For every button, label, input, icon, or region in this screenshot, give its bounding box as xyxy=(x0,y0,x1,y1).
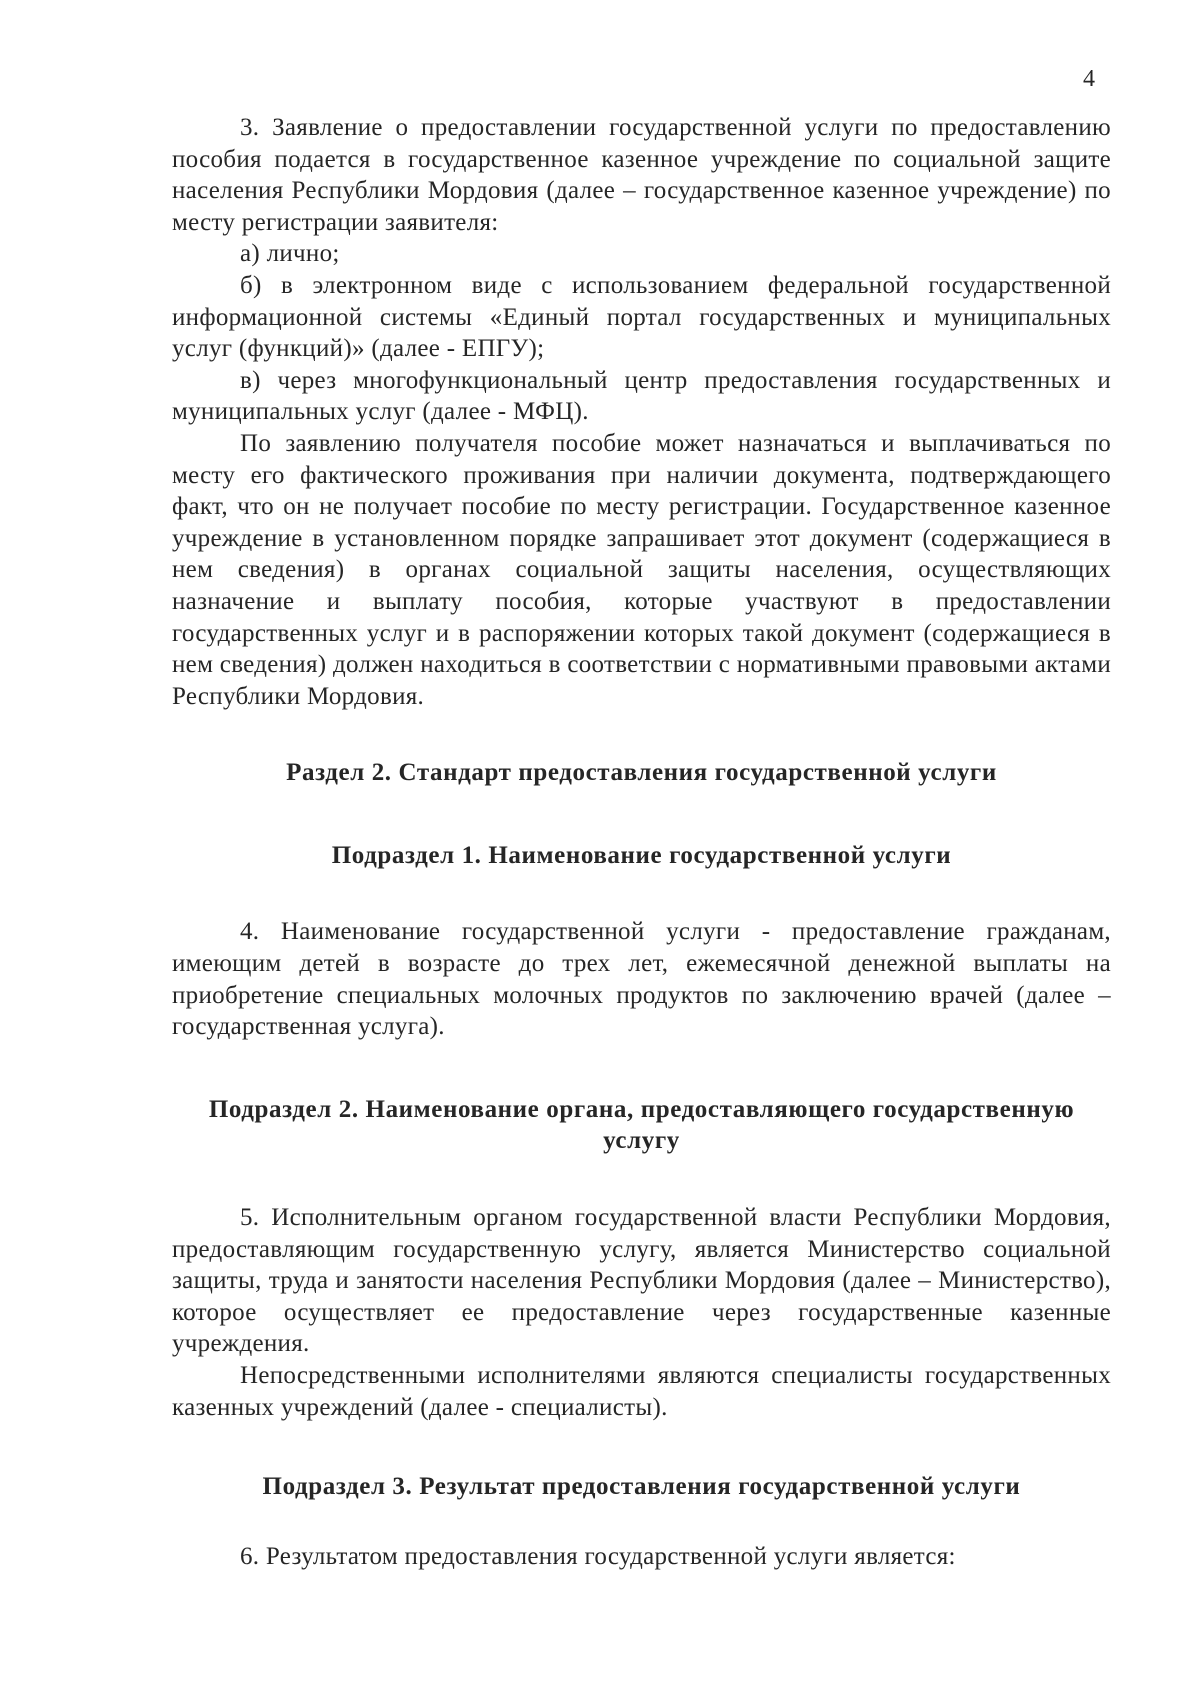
page-number: 4 xyxy=(1083,66,1095,92)
list-item-a: а) лично; xyxy=(240,240,340,268)
list-item-c: в) через многофункциональный центр предоставления государственных и муниципальных услуг (далее - МФЦ). xyxy=(172,366,1111,426)
paragraph-executors: Непосредственными исполнителями являются специалисты государственных казенных учреждений (далее - специалисты). xyxy=(172,1362,1111,1421)
subsection-3-heading: Подраздел 3. Результат предоставления государственной услуги xyxy=(262,1473,1021,1501)
paragraph-residence: По заявлению получателя пособие может назначаться и выплачиваться по месту его фактического проживания при наличии документа, подтверждающего факт, что он не получает пособие по месту регистрации. Государственное казенное учреждение в установленном порядке запрашивает этот документ (содержащиеся в нем сведения) в органах социальной защиты населения, осуществляющих назначение и выплату пособия, которые участвуют в предоставлении государственных услуг и в распоряжении которых такой документ (содержащиеся в нем сведения) должен находиться в соответствии с нормативными правовыми актами Республики Мордовия. xyxy=(172,429,1111,710)
paragraph-6: 6. Результатом предоставления государственной услуги является: xyxy=(240,1542,956,1570)
paragraph-5: 5. Исполнительным органом государственной власти Республики Мордовия, предоставляющим государственную услугу, является Министерство социальной защиты, труда и занятости населения Республики Мордовия (далее – Министерство), которое осуществляет ее предоставление через государственные казенные учреждения. xyxy=(172,1204,1111,1358)
document-body xyxy=(172,112,1111,1572)
section-2-heading: Раздел 2. Стандарт предоставления государственной услуги xyxy=(286,759,997,787)
paragraph-4: 4. Наименование государственной услуги - предоставление гражданам, имеющим детей в возрасте до трех лет, ежемесячной денежной выплаты на приобретение специальных молочных продуктов по заключению врачей (далее – государственная услуга). xyxy=(172,918,1111,1041)
subsection-1-heading: Подраздел 1. Наименование государственной услуги xyxy=(331,841,952,869)
paragraph-3: 3. Заявление о предоставлении государственной услуги по предоставлению пособия подается в государственное казенное учреждение по социальной защите населения Республики Мордовия (далее – государственное казенное учреждение) по месту регистрации заявителя: xyxy=(172,114,1111,236)
subsection-2-heading: Подраздел 2. Наименование органа, предоставляющего государственную услугу xyxy=(208,1095,1075,1155)
list-item-b: б) в электронном виде с использованием федеральной государственной информационной системы «Единый портал государственных и муниципальных услуг (функций)» (далее - ЕПГУ); xyxy=(172,271,1111,363)
